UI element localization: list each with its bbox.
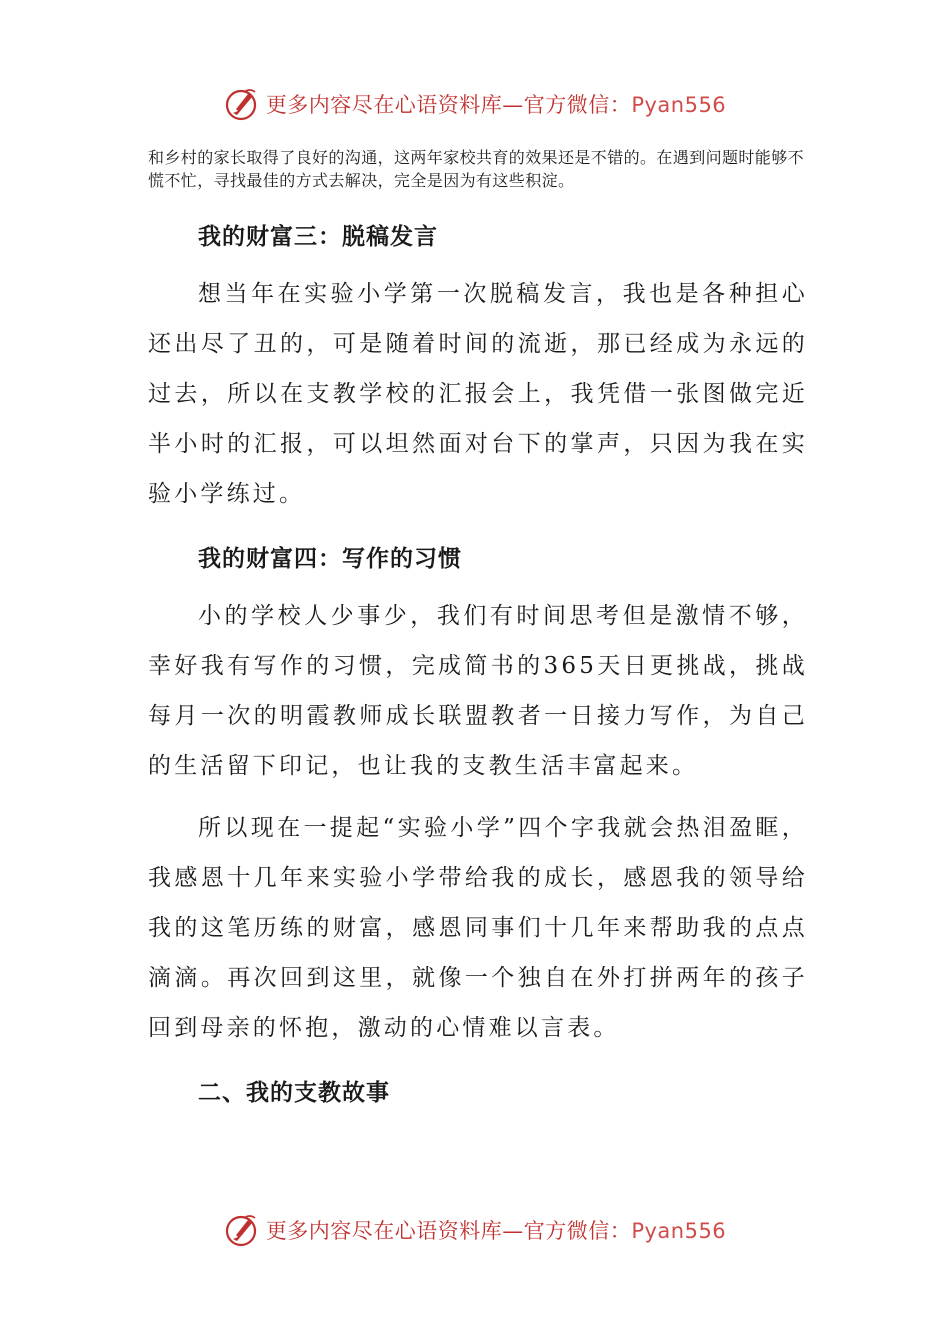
banner-text: 更多内容尽在心语资料库—官方微信：Pyan556 [265,1219,727,1243]
quill-pen-circle-icon [224,86,260,122]
section-heading-wealth-three: 我的财富三：脱稿发言 [198,223,438,250]
section-paragraph-wealth-four: 小的学校人少事少，我们有时间思考但是激情不够，幸好我有写作的习惯，完成简书的365天日更挑战，挑战每月一次的明霞教师成长联盟教者一日接力写作，为自己的生活留下印记，也让我的支教生活丰富起来。 [148,603,808,779]
quill-pen-circle-icon [224,1212,260,1248]
wechat-id: Pyan556 [631,93,727,117]
intro-paragraph: 和乡村的家长取得了良好的沟通，这两年家校共育的效果还是不错的。在遇到问题时能够不慌不忙，寻找最佳的方式去解决，完全是因为有这些积淀。 [148,148,805,190]
wechat-id: Pyan556 [631,1219,727,1243]
closing-paragraph: 所以现在一提起“实验小学”四个字我就会热泪盈眶，我感恩十几年来实验小学带给我的成长，感恩我的领导给我的这笔历练的财富，感恩同事们十几年来帮助我的点点滴滴。再次回到这里，就像一个独自在外打拼两年的孩子回到母亲的怀抱，激动的心情难以言表。 [148,815,808,1041]
header-banner [0,84,950,124]
section-heading-wealth-four: 我的财富四：写作的习惯 [198,545,462,572]
footer-banner [0,1210,950,1250]
banner-text: 更多内容尽在心语资料库—官方微信：Pyan556 [265,93,727,117]
next-section-heading: 二、我的支教故事 [198,1079,390,1106]
section-paragraph-wealth-three: 想当年在实验小学第一次脱稿发言，我也是各种担心还出尽了丑的，可是随着时间的流逝，那已经成为永远的过去，所以在支教学校的汇报会上，我凭借一张图做完近半小时的汇报，可以坦然面对台下的掌声，只因为我在实验小学练过。 [148,281,808,507]
